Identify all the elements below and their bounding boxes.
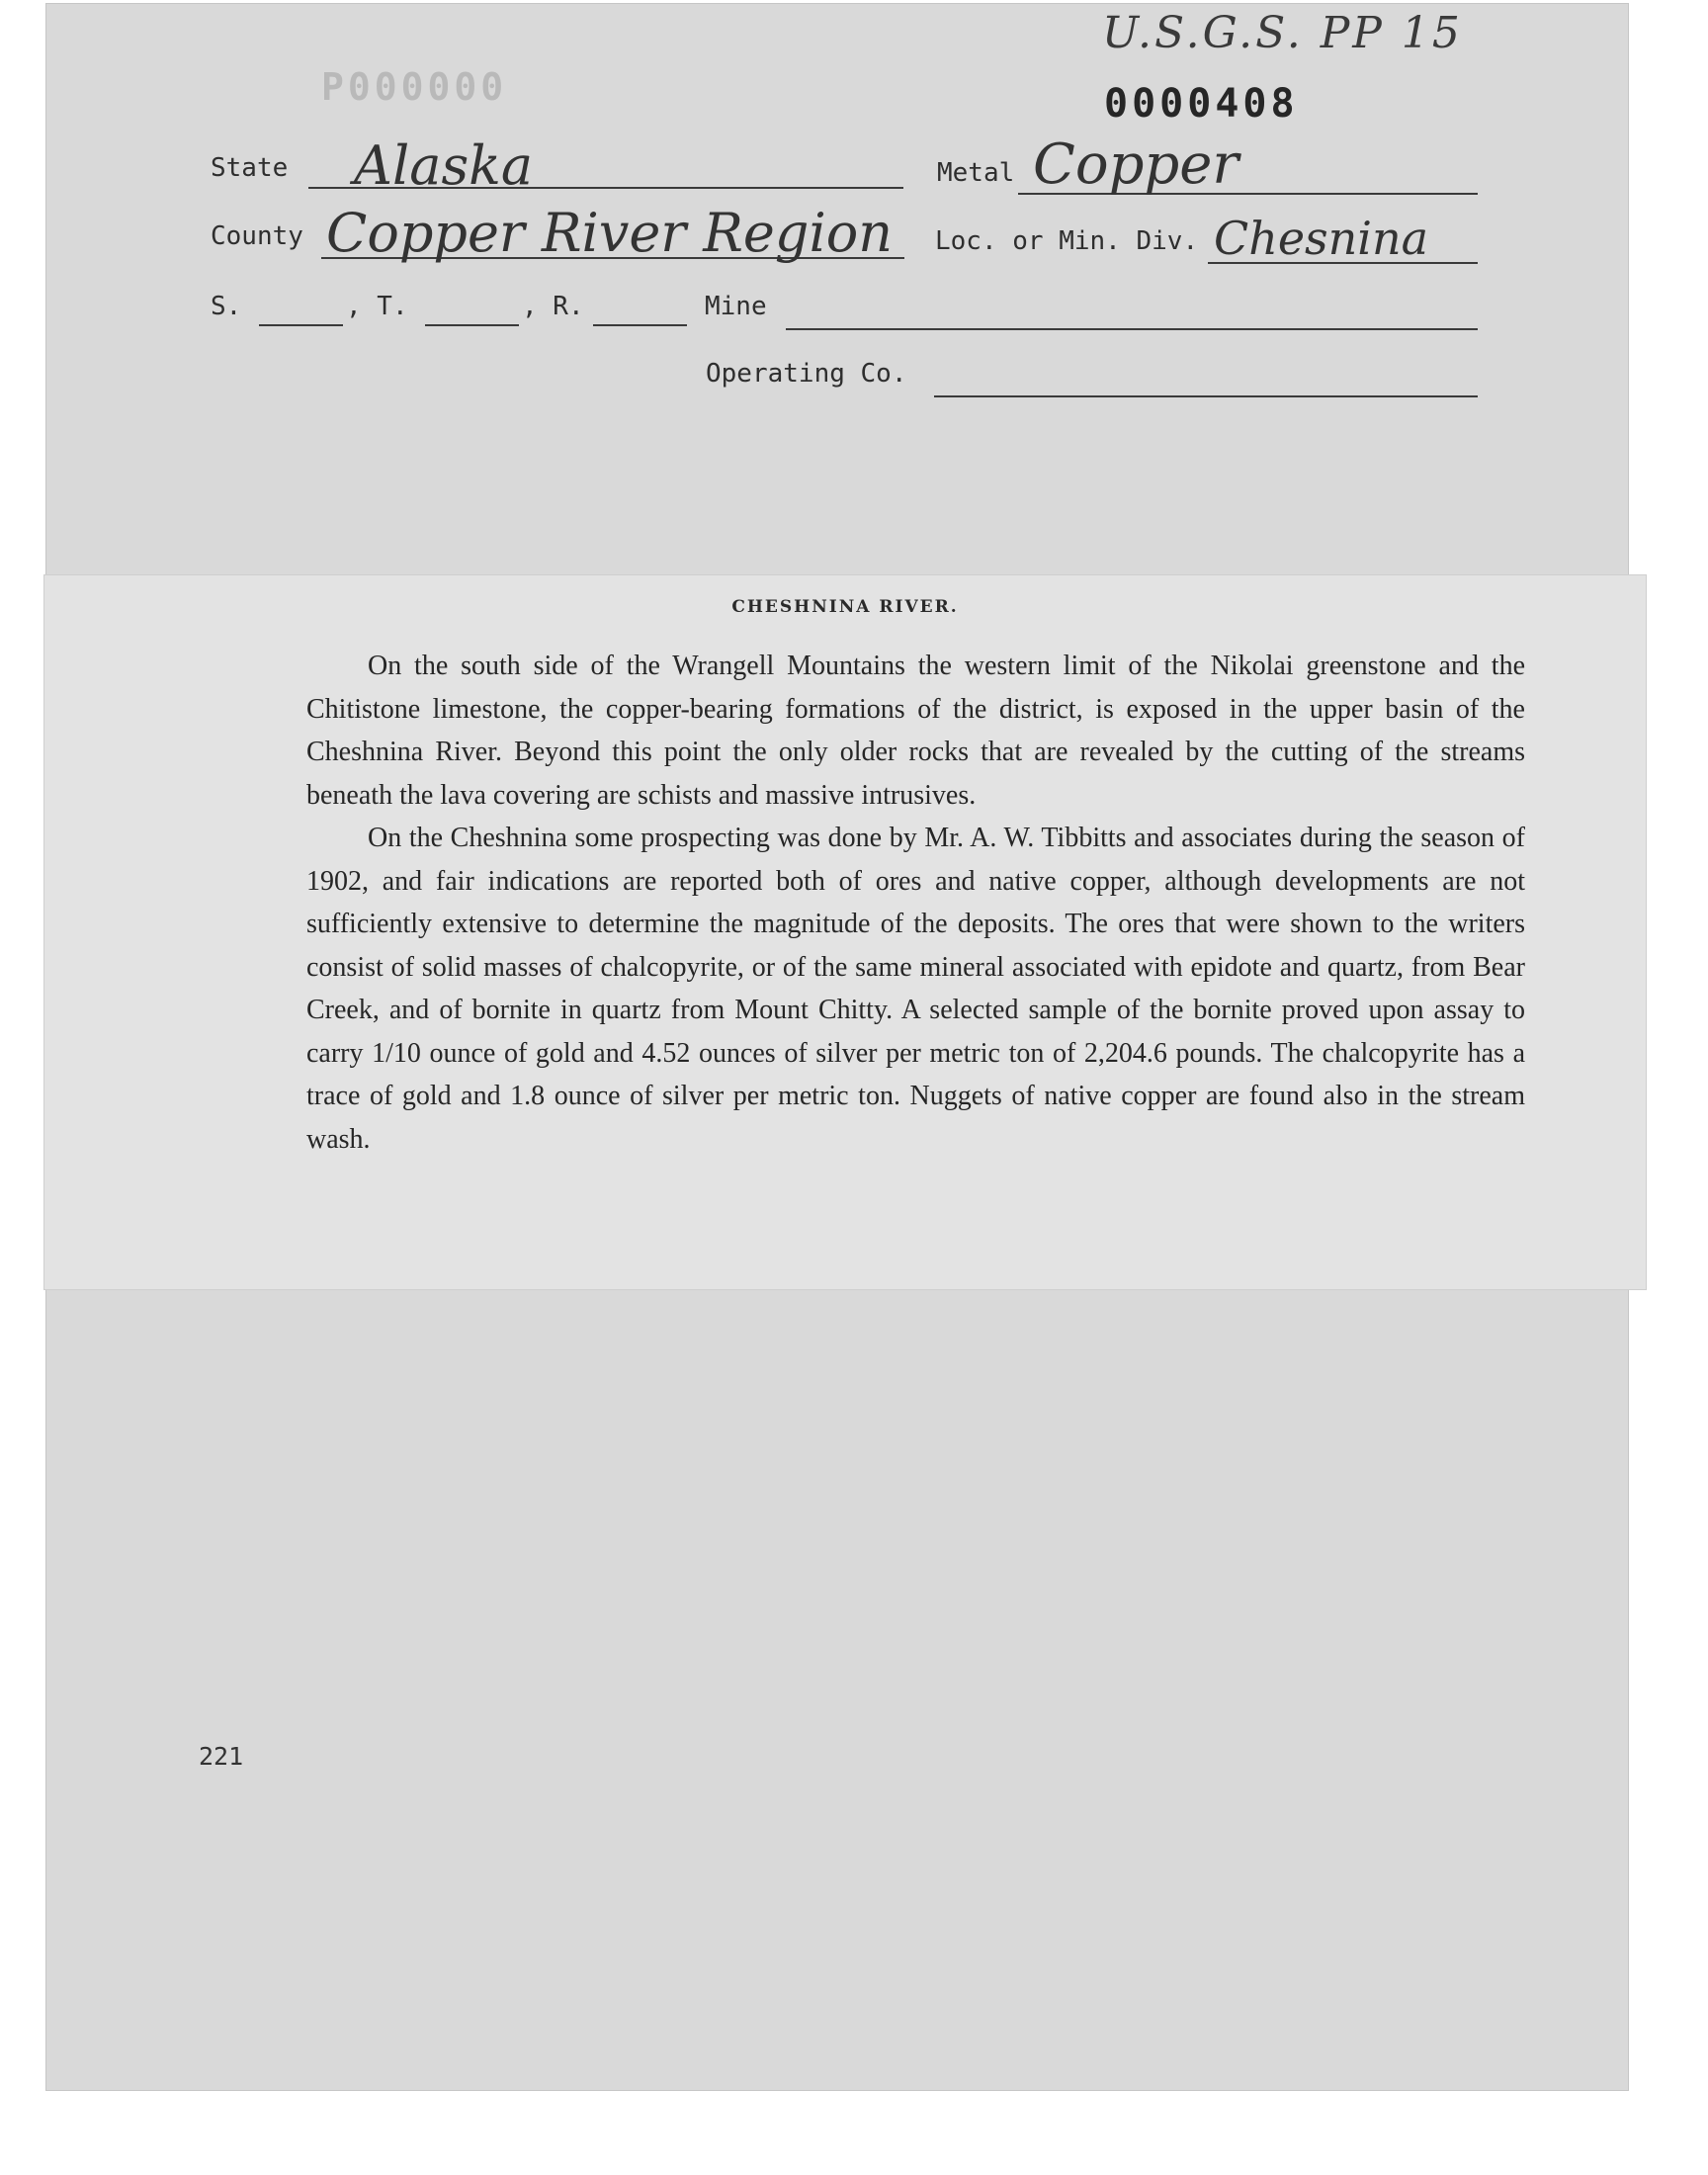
usgs-reference: U.S.G.S. PP 15: [1102, 8, 1463, 58]
township-label: , T.: [346, 292, 408, 321]
pasted-clipping: [44, 575, 1646, 1289]
clipping-paragraph: On the south side of the Wrangell Mountains the western limit of the Nikolai greenstone and the Chitistone limestone, the copper-bearing formations of the district, is exposed in the upper basin of the Cheshnina River. Beyond this point the only older rocks that are revealed by the cutting of the streams beneath the lava covering are schists and massive intrusives.: [306, 651, 1525, 811]
clipping-title: CHESHNINA RIVER.: [731, 597, 959, 617]
section-label: S.: [211, 292, 242, 321]
mine-label: Mine: [705, 292, 767, 321]
metal-value: Copper: [1033, 132, 1239, 197]
operating-label: Operating Co.: [706, 359, 907, 389]
clipping-body: [306, 645, 1525, 1161]
range-line: [593, 324, 687, 326]
loc-label: Loc. or Min. Div.: [935, 226, 1199, 256]
section-line: [259, 324, 343, 326]
state-value: Alaska: [354, 134, 534, 197]
faded-stamp-number: P000000: [321, 65, 508, 109]
clipping-paragraph: On the Cheshnina some prospecting was done by Mr. A. W. Tibbitts and associates during the season of 1902, and fair indications are reported both of ores and native copper, although developments are not sufficiently extensive to determine the magnitude of the deposits. The ores that were shown to the writers consist of solid masses of chalcopyrite, or of the same mineral associated with epidote and quartz, from Bear Creek, and of bornite in quartz from Mount Chitty. A selected sample of the bornite proved upon assay to carry 1/10 ounce of gold and 4.52 ounces of silver per metric ton of 2,204.6 pounds. The chalcopyrite has a trace of gold and 1.8 ounce of silver per metric ton. Nuggets of native copper are found also in the stream wash.: [306, 823, 1525, 1155]
township-line: [425, 324, 519, 326]
record-number: 0000408: [1104, 81, 1299, 127]
state-label: State: [211, 153, 289, 183]
mine-line: [786, 328, 1478, 330]
operating-line: [934, 395, 1478, 397]
loc-value: Chesnina: [1214, 212, 1429, 265]
metal-label: Metal: [937, 158, 1015, 188]
county-label: County: [211, 221, 303, 251]
page-number: 221: [199, 1742, 244, 1771]
range-label: , R.: [522, 292, 584, 321]
county-value: Copper River Region: [326, 202, 894, 264]
